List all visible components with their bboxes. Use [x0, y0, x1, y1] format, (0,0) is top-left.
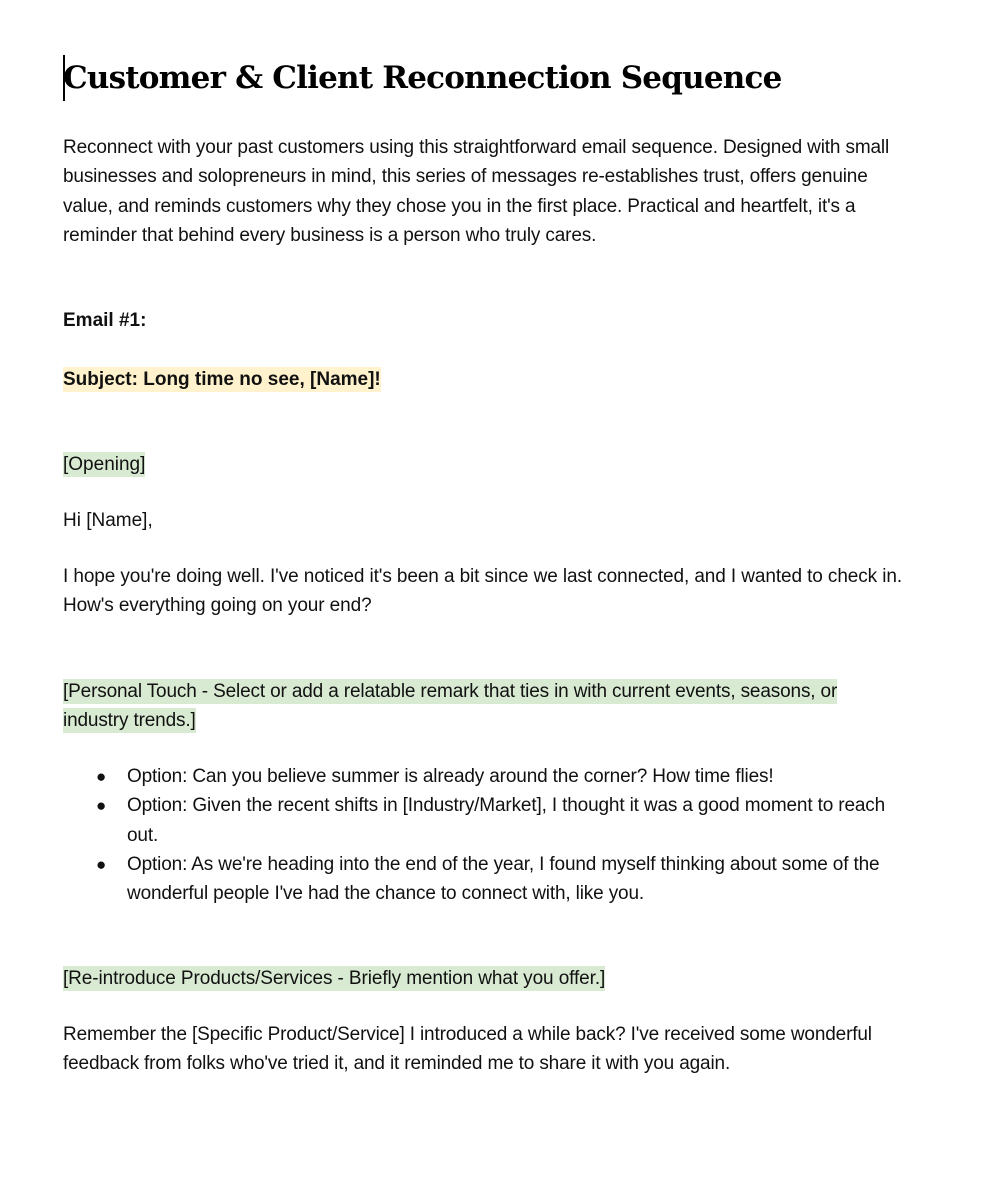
bullet-icon: ● [96, 854, 107, 874]
list-item[interactable] [63, 762, 903, 791]
reintroduce-body[interactable]: Remember the [Specific Product/Service] I introduced a while back? I've received some wonderful feedback from folks who've tried it, and it reminded me to share it with you again. [63, 1024, 872, 1075]
list-item[interactable] [63, 791, 903, 850]
intro-paragraph[interactable]: Reconnect with your past customers using this straightforward email sequence. Designed with small businesses and solopreneurs in mind, this series of messages re-establishes trust, offers genuine value, and reminds customers why they chose you in the first place. Practical and heartfelt, it's a reminder that behind every business is a person who truly cares. [63, 137, 890, 246]
reintroduce-text: [Re-introduce Products/Services - Briefly mention what you offer.] [63, 968, 606, 989]
option-text: Option: Given the recent shifts in [Industry/Market], I thought it was a good moment to reach out. [127, 795, 886, 846]
opening-label-text: [Opening] [63, 454, 146, 475]
opening-section-label[interactable] [63, 450, 903, 479]
options-list [63, 762, 903, 908]
bullet-icon: ● [96, 767, 107, 786]
greeting[interactable]: Hi [Name], [63, 510, 153, 531]
personal-touch-text: [Personal Touch - Select or add a relatable remark that ties in with current events, seasons, or industry trends.] [63, 681, 838, 732]
subject-text: Subject: Long time no see, [Name]! [63, 369, 381, 390]
option-text: Option: As we're heading into the end of the year, I found myself thinking about some of the wonderful people I've had the chance to connect with, like you. [127, 853, 880, 905]
list-item[interactable] [63, 850, 903, 909]
option-text: Option: Can you believe summer is already around the corner? How time flies! [127, 766, 774, 787]
personal-touch-label[interactable] [63, 677, 903, 736]
email-label[interactable]: Email #1: [63, 310, 147, 331]
subject-line[interactable] [63, 365, 903, 394]
bullet-icon: ● [96, 796, 107, 816]
reintroduce-label[interactable] [63, 964, 903, 993]
opening-body[interactable]: I hope you're doing well. I've noticed it's been a bit since we last connected, and I wanted to check in. How's everything going on your end? [63, 566, 903, 617]
document-title[interactable]: Customer & Client Reconnection Sequence [63, 60, 782, 96]
